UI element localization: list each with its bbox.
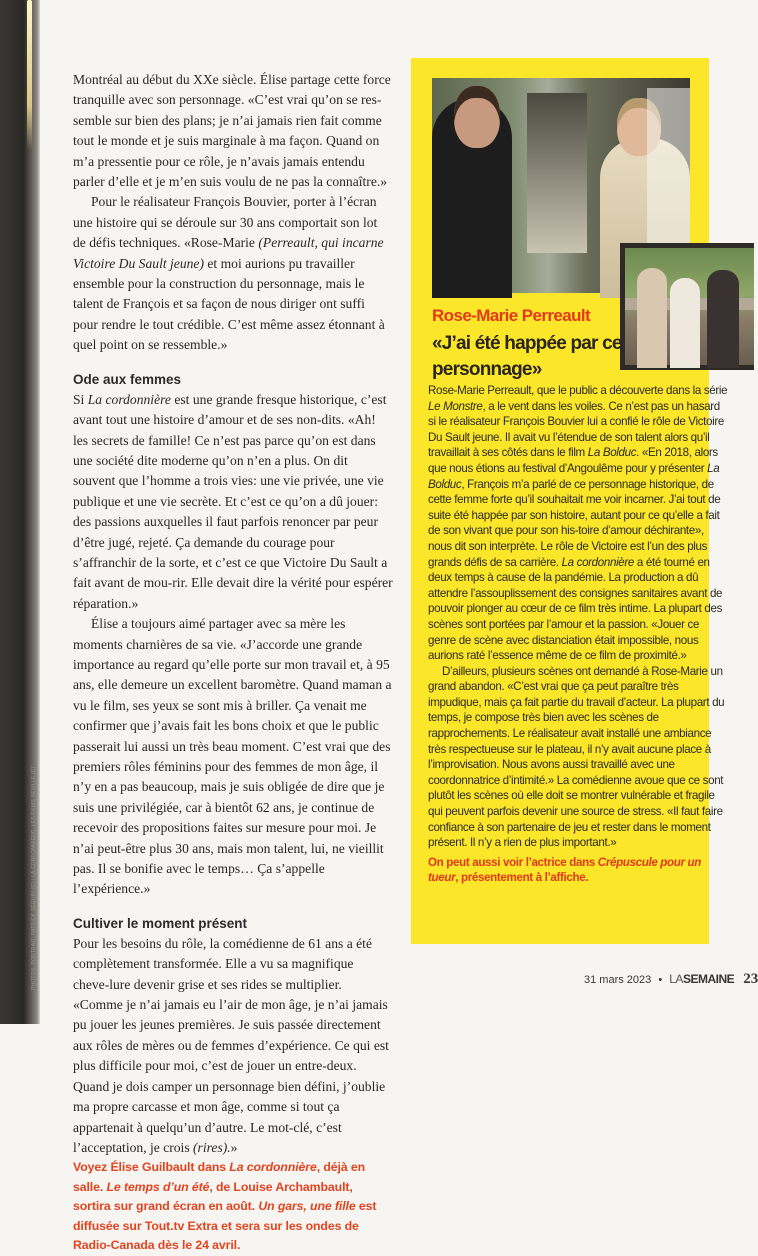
text-run: , a le vent dans les voiles. Ce n’est pas un hasard si le réalisateur François Bouvier lui a confié le rôle de Victoire Du Sault jeune. Il avait vu l’étendue de son talent alors qu’il travaillait à ses côtés dans le film — [428, 399, 724, 460]
text-run: est diffusée sur Tout.tv Extra et sera sur les ondes de Radio-Canada dès le 24 avril. — [73, 1199, 377, 1253]
text-run: Rose-Marie Perreault, que le public a découverte dans la série — [428, 384, 728, 397]
gutter-highlight — [27, 0, 32, 150]
text-run: a été tourné en deux temps à cause de la pandémie. La production a dû attendre l’assouplissement des consignes sanitaires avant de pouvoir plonger au cœur de ce film très intime. La plupart des scènes sont portées par l’amour et la passion. «Jouer ce genre de scène avec distanciation était impossible, nous aurions raté l’essence même de ce film de proximité.» — [428, 555, 723, 663]
text-run: Pour le réalisateur François Bouvier, porter à l’écran une histoire qui se déroule sur 30 ans comportait son lot de défis techniques. «Rose-Marie — [73, 194, 378, 251]
text-run: Voyez Élise Guilbault dans — [73, 1160, 230, 1175]
italic-text: La Bolduc — [587, 446, 637, 460]
text-run: Montréal au début du XXe siècle. Élise partage cette force tranquille avec son personnage. «C’est vrai qu’on se res-semble sur bien des plans; je n’ai jamais rien fait comme tout le monde et je suis marginale à ma façon. Quand on m’a pressentie pour ce rôle, je n’avais jamais entendu parler d’elle et je m’en suis voulu de ne pas la connaître.» — [73, 72, 391, 190]
italic-text: Le Monstre — [428, 399, 483, 413]
page-number: 23 — [743, 971, 758, 987]
italic-text: La cordonnière — [229, 1160, 317, 1175]
text-run: , de Louise Archambault, sortira sur grand écran en août. — [73, 1179, 353, 1214]
sidebar-body — [428, 383, 728, 886]
magazine-logo: LASEMAINE — [669, 972, 735, 986]
text-run: , déjà en salle. — [73, 1160, 366, 1194]
paragraph — [73, 192, 393, 355]
text-run: Pour les besoins du rôle, la comédienne de 61 ans a été complètement transformée. Elle a vu sa magnifique cheve-lure devenir grise et ses rides se multiplier. «Comme je n’ai jamais eu l’air de mon âge, je n’ai jamais pu jouer les jeunes premières. Je suis passée directement aux rôles de mères ou de femmes d’expérience. Ce qui est plus difficile pour moi, c’est de jouer un entre-deux. Quand je dois camper un personnage bien défini, j’oublie ma propre carcasse et mon âge, comme si tout ça appartenait à quelqu’un d’autre. Le mot-clé, c’est l’acceptation, je crois — [73, 935, 389, 1155]
page-footer — [584, 971, 758, 988]
sidebar-name: Rose-Marie Perreault — [432, 306, 591, 325]
text-run: . «En 2018, alors que nous étions au festival d’Angoulême pour y présenter — [428, 446, 718, 475]
sidebar-title: «J’ai été happée par ce personnage» — [432, 333, 622, 380]
text-run: » — [230, 1139, 238, 1155]
text-run: est une grande fresque historique, c’est avant tout une histoire d’amour et de ses non-dits. «Ah! les secrets de famille! Ce n’est pas parce qu’on est dans une société dite moderne qu’on n’en a plus. On dit souvent que l’homme a trois vies: une vie privée, une vie publique et une vie secrète. Et c’est ce qu’on a dû jouer: des passions auxquelles il faut parfois renoncer par peur d’être jugé, rejeté. Ça demande du courage pour s’affranchir de la sorte, et c’est ce que Victoire Du Sault a fait avant de mou-rir. Elle devait dire la vérité pour espérer réparation.» — [73, 391, 393, 611]
text-run: , présentement à l’affiche. — [455, 871, 589, 885]
paragraph — [428, 383, 728, 664]
italic-text: Le temps d’un été — [106, 1179, 210, 1194]
italic-text: La cordonnière — [561, 555, 635, 569]
italic-text: Un gars, une fille — [258, 1199, 356, 1214]
inset-photo — [620, 243, 754, 370]
italic-text: La Bolduc — [428, 461, 720, 491]
sidebar-promo — [428, 855, 728, 886]
article-column — [73, 70, 393, 1256]
section-heading-ode: Ode aux femmes — [73, 371, 182, 387]
paragraph — [73, 614, 393, 900]
article-intro — [73, 70, 393, 356]
section-heading-cultiver: Cultiver le moment présent — [73, 915, 248, 931]
issue-date: 31 mars 2023 — [584, 974, 652, 986]
text-run: Si — [73, 391, 88, 407]
italic-text: (rires). — [193, 1139, 231, 1155]
text-run: , François m’a parlé de ce personnage historique, de cette femme forte qu’il souhaitait me voir incarner. J’ai tout de suite été happée par son histoire, autant pour ce qu’elle a fait de son vivant que pour son his-toire d’amour déchirante», nous dit son interprète. Le rôle de Victoire est l’un des plus grands défis de sa carrière. — [428, 477, 721, 569]
paragraph — [73, 390, 393, 614]
text-run: et moi aurions pu travailler ensemble pour la construction du personnage, mais le talent de François et sa façon de nous diriger ont suffi pour rendre le tout crédible. C’est même assez étonnant à quel point on se ressemble.» — [73, 255, 385, 353]
paragraph — [428, 664, 728, 851]
paragraph — [73, 70, 393, 192]
paragraph — [73, 934, 393, 1158]
sidebar-paragraphs — [428, 383, 728, 851]
italic-text: La cordonnière — [87, 391, 171, 407]
text-run: Élise a toujours aimé partager avec sa mère les moments charnières de sa vie. «J’accorde une grande importance au regard qu’elle porte sur mon travail et, à 95 ans, elle demeure un excellent baromètre. Quand maman a vu le film, ses yeux se sont mis à briller. Ça venait me confirmer que j’avais fait les bons choix et que le public passerait lui aussi un très beau moment. C’est vrai que des premiers rôles féminins pour des femmes de mon âge, il n’y en a pas beaucoup, mais je suis obligée de dire que je suis une privilégiée, car à bientôt 62 ans, je continue de recevoir des propositions faites sur mesure pour moi. Je n’ai peut-être plus 30 ans, mais mon talent, lui, ne vieillit pas. Il se bonifie avec le temps… Ça s’appelle l’expérience.» — [73, 616, 392, 897]
article-promo — [73, 1158, 393, 1256]
italic-text: (Perreault, qui incarne Victoire Du Sault jeune) — [73, 235, 384, 271]
text-run: D’ailleurs, plusieurs scènes ont demandé à Rose-Marie un grand abandon. «C’est vrai que ça peut paraître très impudique, mais ça fait partie du travail d’acteur. La plupart du temps, je compose très bien avec les scènes de rapprochements. Le réalisateur avait installé une ambiance très respectueuse sur le plateau, il n’y avait aucune place à l’improvisation. Nous avons aussi travaillé avec une coordonnatrice d’intimité.» La comédienne avoue que ce sont plutôt les scènes où elle doit se montrer vulnérable et fragile qui peuvent parfois devenir une source de stress. «Il faut faire confiance à son partenaire de jeu et rester dans le moment présent. Il n’y a rien de plus important.» — [428, 664, 725, 850]
text-run: On peut aussi voir l’actrice dans — [428, 855, 598, 869]
italic-text: Crépuscule pour un tueur — [428, 855, 702, 885]
footer-separator: • — [658, 974, 663, 986]
section-ode-body — [73, 390, 393, 900]
photo-credit: PHOTOS: PORTRAIT: PATRICK SÉGUIN (C) / LA CORDONNIÈRE: LES FILMS SÉVILLE (C) — [31, 766, 37, 990]
section-cultiver-body — [73, 934, 393, 1158]
